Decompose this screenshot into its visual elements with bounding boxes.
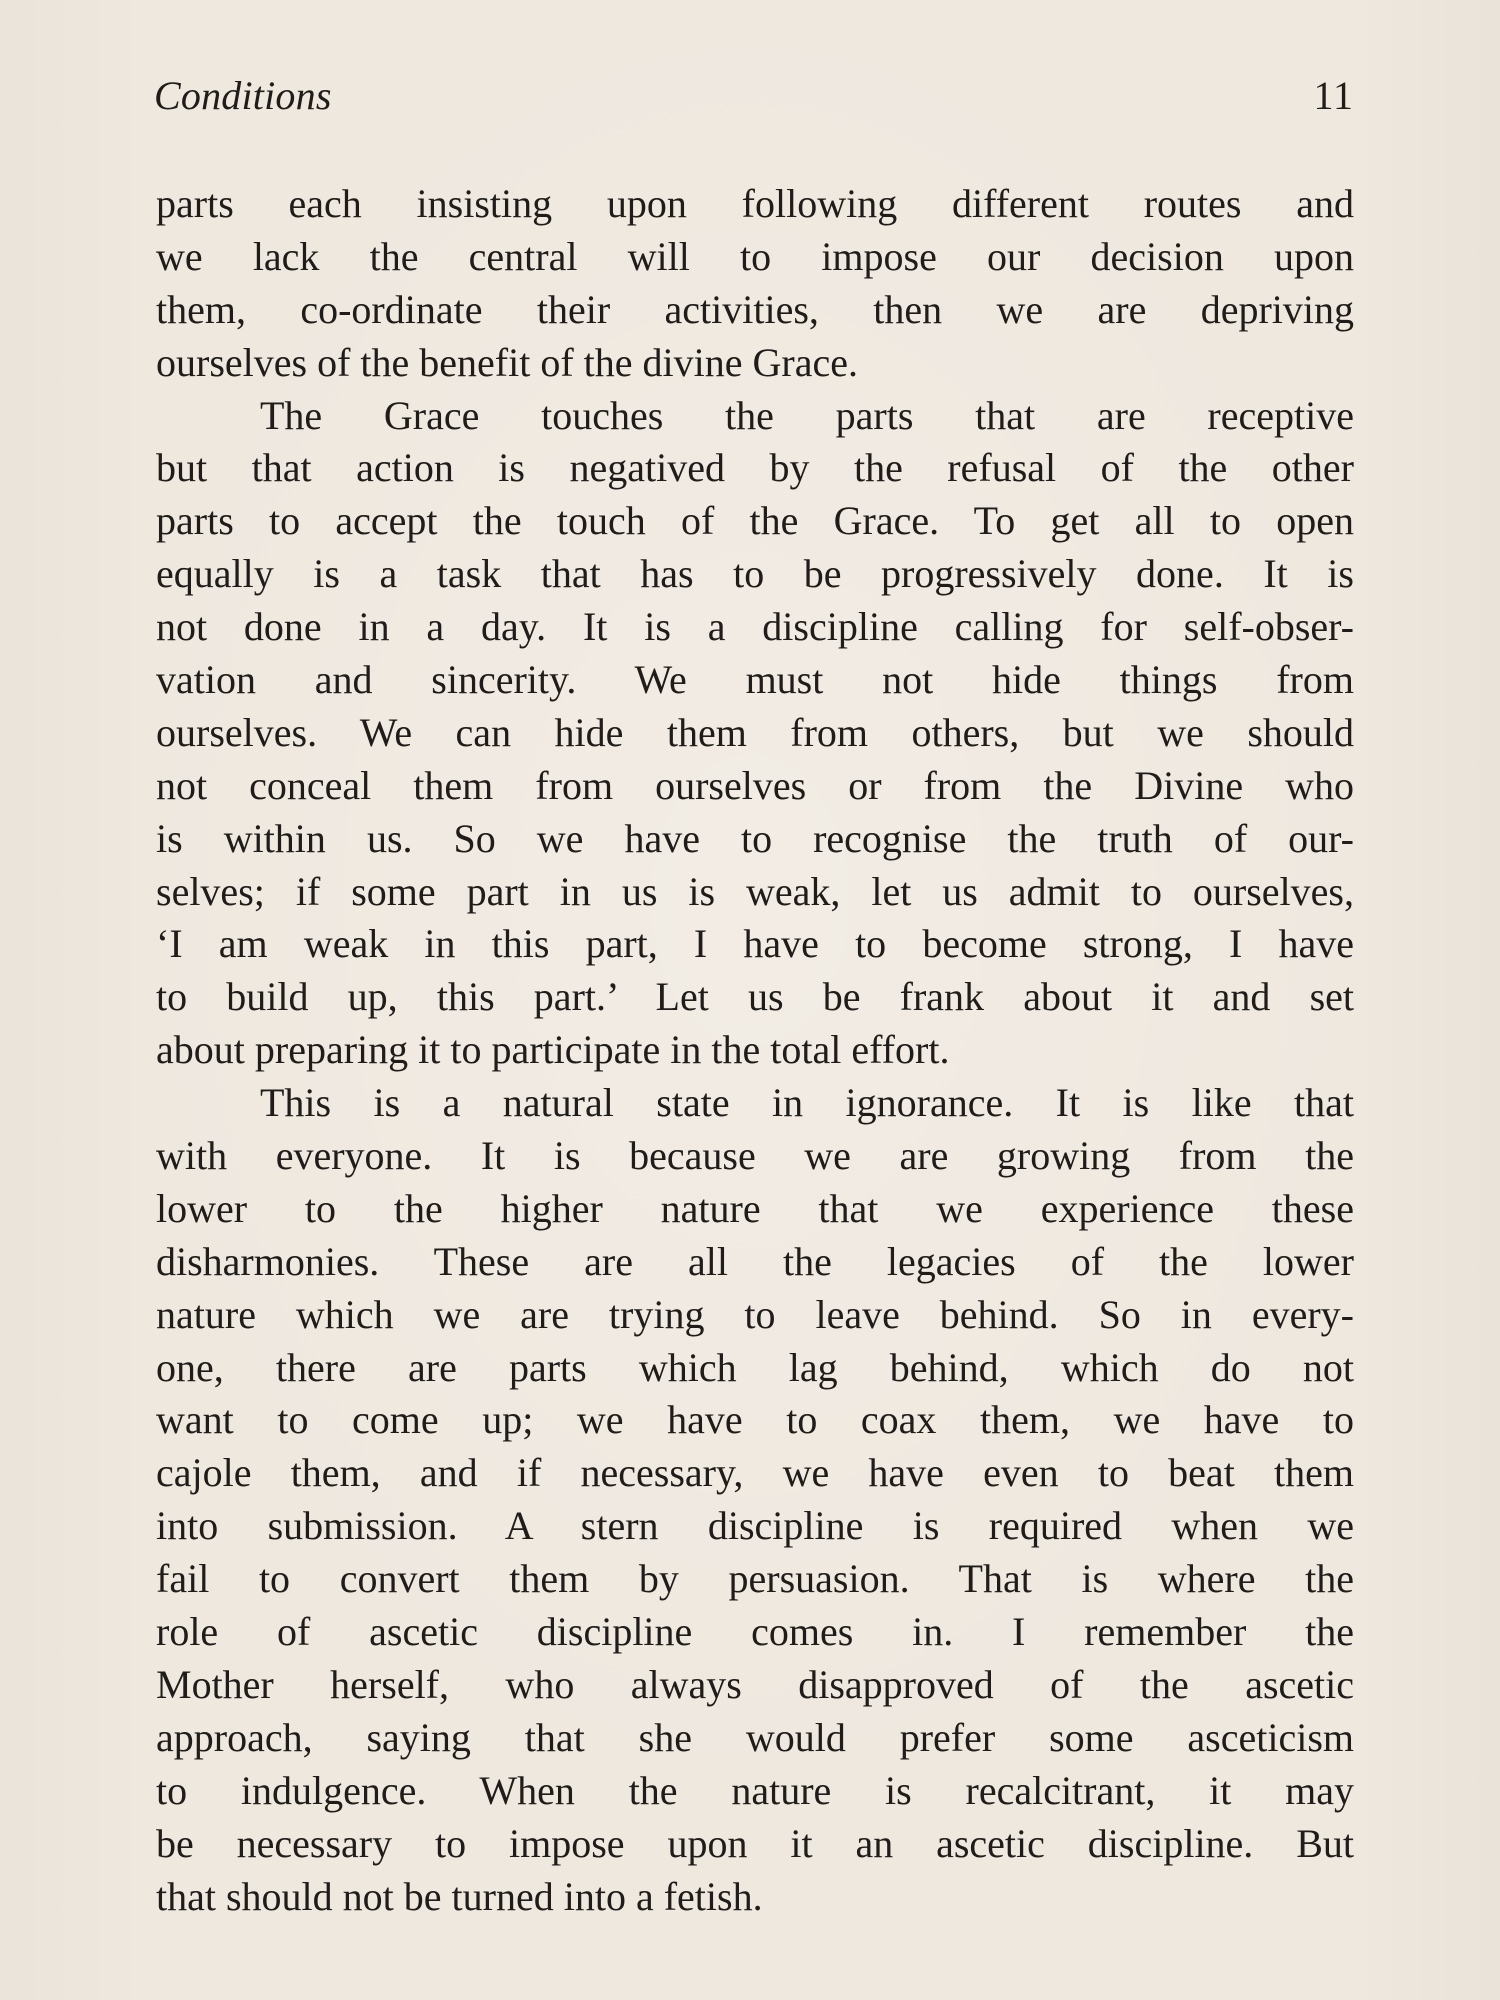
body-text	[156, 178, 1354, 1923]
text-line: about preparing it to participate in the total effort.	[156, 1027, 950, 1073]
text-line: Mother herself, who always disapproved of the ascetic	[156, 1661, 1354, 1707]
text-line: fail to convert them by persuasion. That is where the	[156, 1556, 1354, 1602]
text-line: parts each insisting upon following different routes and	[156, 181, 1354, 226]
text-line: not done in a day. It is a discipline calling for self-obser-	[156, 604, 1354, 650]
text-line: them, co-ordinate their activities, then we are depriving	[156, 286, 1354, 332]
text-line: equally is a task that has to be progressively done. It is	[156, 551, 1354, 597]
text-line: selves; if some part in us is weak, let us admit to ourselves,	[156, 868, 1354, 914]
text-line: to build up, this part.’ Let us be frank about it and set	[156, 974, 1354, 1020]
text-line: lower to the higher nature that we experience these	[156, 1185, 1354, 1231]
text-line: nature which we are trying to leave behind. So in every-	[156, 1291, 1354, 1337]
text-line: disharmonies. These are all the legacies of the lower	[156, 1238, 1354, 1284]
text-line: not conceal them from ourselves or from the Divine who	[156, 762, 1354, 808]
text-line: This is a natural state in ignorance. It is like that	[260, 1080, 1354, 1126]
text-line: ourselves of the benefit of the divine Grace.	[156, 339, 858, 385]
text-line: but that action is negatived by the refusal of the other	[156, 445, 1354, 491]
page-number: 11	[1313, 73, 1354, 118]
running-head: Conditions	[154, 73, 332, 118]
text-line: approach, saying that she would prefer some asceticism	[156, 1714, 1354, 1760]
page-header	[154, 72, 1354, 124]
text-line: ourselves. We can hide them from others, but we should	[156, 709, 1354, 755]
text-line: into submission. A stern discipline is required when we	[156, 1503, 1354, 1549]
text-line: ‘I am weak in this part, I have to become strong, I have	[156, 921, 1354, 967]
text-line: want to come up; we have to coax them, we have to	[156, 1397, 1354, 1443]
text-line: we lack the central will to impose our decision upon	[156, 233, 1354, 279]
text-line: that should not be turned into a fetish.	[156, 1873, 763, 1919]
text-line: vation and sincerity. We must not hide things from	[156, 657, 1354, 703]
text-line: one, there are parts which lag behind, which do not	[156, 1344, 1354, 1390]
text-line: with everyone. It is because we are growing from the	[156, 1133, 1354, 1179]
text-line: to indulgence. When the nature is recalcitrant, it may	[156, 1767, 1354, 1813]
text-line: parts to accept the touch of the Grace. To get all to open	[156, 498, 1354, 544]
text-line: be necessary to impose upon it an ascetic discipline. But	[156, 1820, 1354, 1866]
text-line: is within us. So we have to recognise the truth of our-	[156, 815, 1354, 861]
text-line: cajole them, and if necessary, we have even to beat them	[156, 1450, 1354, 1496]
text-line: role of ascetic discipline comes in. I remember the	[156, 1609, 1354, 1655]
text-line: The Grace touches the parts that are receptive	[260, 392, 1354, 438]
